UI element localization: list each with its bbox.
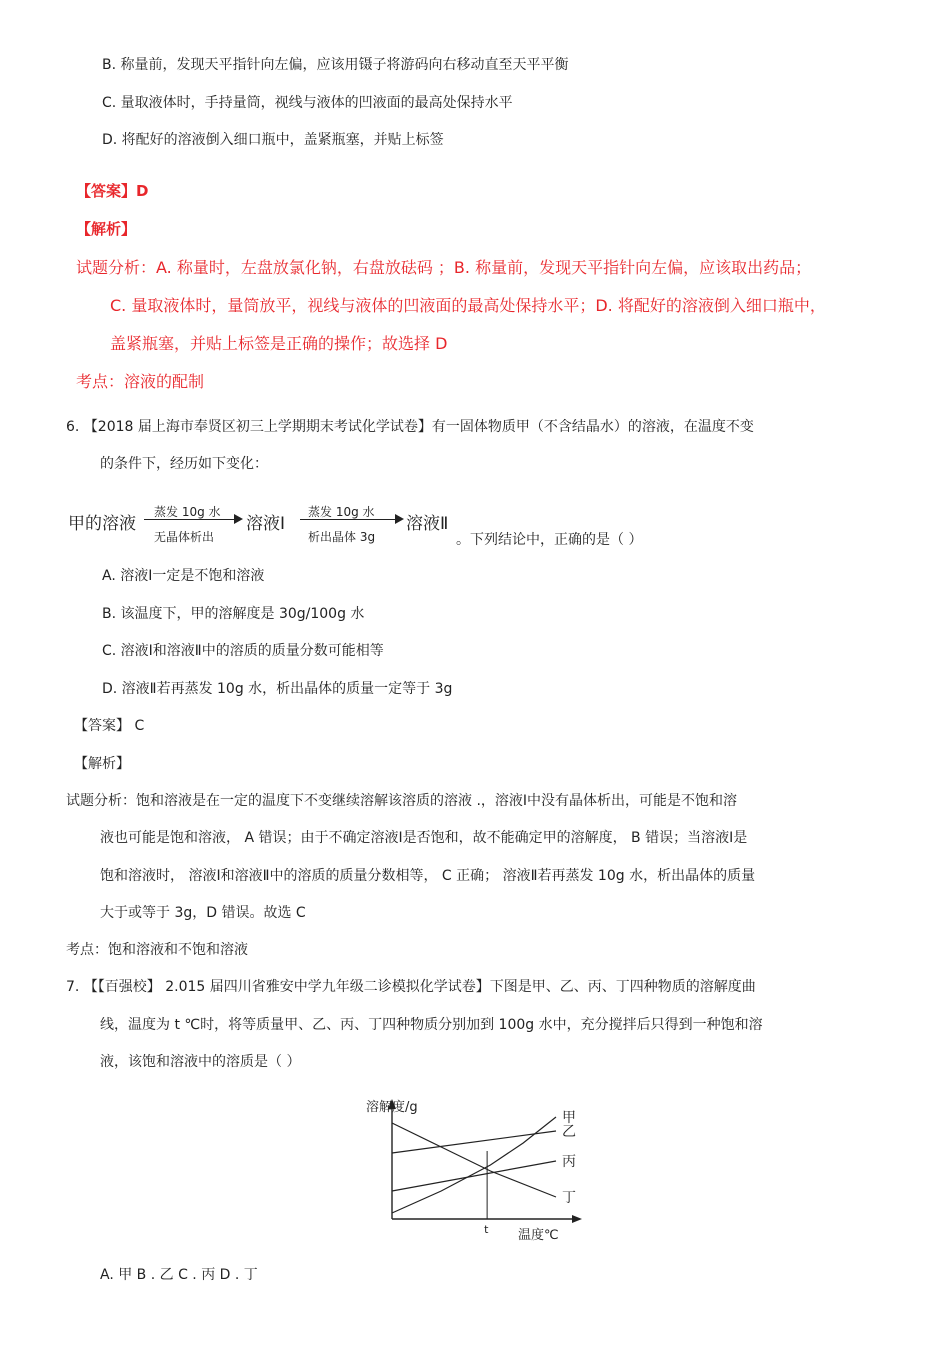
series-label-1: 甲 bbox=[562, 1110, 576, 1126]
flow-arrow-1 bbox=[144, 519, 234, 520]
series-group bbox=[392, 1110, 576, 1213]
q6-point: 考点：饱和溶液和不饱和溶液 bbox=[66, 942, 248, 958]
flow-arrow-1-head bbox=[234, 514, 243, 524]
flow-step1-condition: 蒸发 10g 水 bbox=[154, 505, 221, 519]
series-line-3 bbox=[392, 1161, 556, 1191]
q6-answer: 【答案】 C bbox=[74, 718, 145, 734]
q6-analysis-heading: 【解析】 bbox=[74, 756, 130, 772]
q6-option-c: C. 溶液Ⅰ和溶液Ⅱ中的溶质的质量分数可能相等 bbox=[102, 643, 384, 659]
q6-question-tail: 。下列结论中，正确的是（ ） bbox=[456, 532, 643, 548]
q5-analysis-heading: 【解析】 bbox=[76, 220, 137, 238]
q5-analysis-line2: C. 量取液体时，量筒放平，视线与液体的凹液面的最高处保持水平；D. 将配好的溶液倒入细口瓶中， bbox=[110, 296, 826, 315]
solubility-curve-chart bbox=[364, 1097, 594, 1245]
q5-option-d: D. 将配好的溶液倒入细口瓶中，盖紧瓶塞，并贴上标签 bbox=[102, 132, 444, 148]
q6-analysis-line1: 试题分析：饱和溶液是在一定的温度下不变继续溶解该溶质的溶液 .，溶液Ⅰ中没有晶体析出，可能是不饱和溶 bbox=[66, 793, 738, 809]
q6-option-a: A. 溶液Ⅰ一定是不饱和溶液 bbox=[102, 568, 265, 584]
flow-arrow-2 bbox=[300, 519, 395, 520]
q6-process-flow-diagram bbox=[68, 500, 468, 545]
q7-options: A. 甲 B . 乙 C . 丙 D . 丁 bbox=[100, 1267, 258, 1283]
q7-stem-line2: 线，温度为 t ℃时，将等质量甲、乙、丙、丁四种物质分别加到 100g 水中，充分搅拌后只得到一种饱和溶 bbox=[100, 1017, 763, 1033]
series-label-4: 丁 bbox=[562, 1190, 576, 1206]
q6-analysis-line4: 大于或等于 3g，D 错误。故选 C bbox=[100, 905, 306, 921]
q5-option-c: C. 量取液体时，手持量筒，视线与液体的凹液面的最高处保持水平 bbox=[102, 95, 513, 111]
q6-stem-line1: 6. 【2018 届上海市奉贤区初三上学期期末考试化学试卷】有一固体物质甲（不含结晶水）的溶液，在温度不变 bbox=[66, 419, 754, 435]
series-line-2 bbox=[392, 1131, 556, 1153]
q5-analysis-line3: 盖紧瓶塞，并贴上标签是正确的操作；故选择 D bbox=[110, 334, 448, 353]
x-tick-t: t bbox=[484, 1223, 489, 1236]
q6-analysis-line3: 饱和溶液时， 溶液Ⅰ和溶液Ⅱ中的溶质的质量分数相等， C 正确； 溶液Ⅱ若再蒸发 10g 水，析出晶体的质量 bbox=[100, 868, 756, 884]
q5-answer: 【答案】D bbox=[76, 182, 149, 200]
q6-option-d: D. 溶液Ⅱ若再蒸发 10g 水，析出晶体的质量一定等于 3g bbox=[102, 681, 453, 697]
flow-arrow-2-head bbox=[395, 514, 404, 524]
flow-start: 甲的溶液 bbox=[68, 514, 136, 534]
q5-point: 考点：溶液的配制 bbox=[76, 372, 205, 391]
series-label-2: 乙 bbox=[562, 1124, 576, 1140]
q6-option-b: B. 该温度下，甲的溶解度是 30g/100g 水 bbox=[102, 606, 365, 622]
x-axis-label: 温度℃ bbox=[518, 1228, 559, 1243]
flow-step1-result: 无晶体析出 bbox=[154, 530, 215, 544]
y-axis-label-1: 溶解度/g bbox=[366, 1100, 418, 1115]
flow-mid: 溶液Ⅰ bbox=[246, 514, 286, 534]
q7-stem-line3: 液，该饱和溶液中的溶质是（ ） bbox=[100, 1054, 301, 1070]
q5-analysis-line1: 试题分析：A. 称量时，左盘放氯化钠，右盘放砝码 ；B. 称量前，发现天平指针向左偏，应该取出药品； bbox=[76, 258, 812, 277]
q6-analysis-line2: 液也可能是饱和溶液， A 错误；由于不确定溶液Ⅰ是否饱和，故不能确定甲的溶解度， B 错误；当溶液Ⅰ是 bbox=[100, 830, 748, 846]
flow-end: 溶液Ⅱ bbox=[406, 514, 449, 534]
x-axis-arrow bbox=[572, 1215, 582, 1223]
series-label-3: 丙 bbox=[562, 1154, 576, 1170]
q6-stem-line2: 的条件下，经历如下变化： bbox=[100, 456, 268, 472]
q7-stem-line1: 7. 【【百强校】 2.015 届四川省雅安中学九年级二诊模拟化学试卷】下图是甲、乙、丙、丁四种物质的溶解度曲 bbox=[66, 979, 756, 995]
flow-step2-result: 析出晶体 3g bbox=[308, 530, 376, 544]
q5-option-b: B. 称量前，发现天平指针向左偏，应该用镊子将游码向右移动直至天平平衡 bbox=[102, 57, 569, 73]
flow-step2-condition: 蒸发 10g 水 bbox=[308, 505, 375, 519]
